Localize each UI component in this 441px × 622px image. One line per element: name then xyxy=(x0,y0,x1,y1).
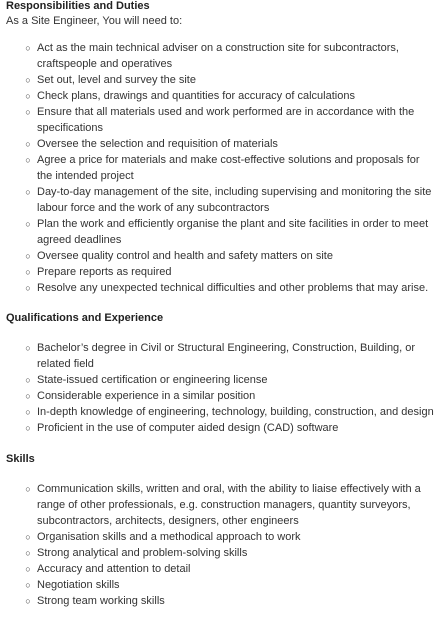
list-item xyxy=(6,280,437,296)
list-item-text: Accuracy and attention to detail xyxy=(37,563,191,575)
bullet-icon: ○ xyxy=(25,251,31,261)
bullet-icon: ○ xyxy=(25,91,31,101)
bullet-icon: ○ xyxy=(25,107,31,117)
list-item xyxy=(6,529,437,545)
list-item-text: Plan the work and efficiently organise the plant and site facilities in order to meet agreed deadlines xyxy=(37,218,429,246)
list-item xyxy=(6,481,437,529)
list-item xyxy=(6,545,437,561)
list-item xyxy=(6,561,437,577)
list-item xyxy=(6,340,437,372)
bullet-icon: ○ xyxy=(25,155,31,165)
list-item-text: State-issued certification or engineering license xyxy=(37,374,268,386)
bullet-icon: ○ xyxy=(25,75,31,85)
bullet-icon: ○ xyxy=(25,267,31,277)
list-item-text: Strong team working skills xyxy=(37,595,165,607)
section-heading: Responsibilities and Duties xyxy=(6,0,150,12)
bullet-icon: ○ xyxy=(25,596,31,606)
list-item-text: Bachelor’s degree in Civil or Structural Engineering, Construction, Building, or related field xyxy=(37,342,416,370)
list-item xyxy=(6,136,437,152)
list-item xyxy=(6,420,437,436)
list-item xyxy=(6,184,437,216)
list-item-text: Oversee the selection and requisition of materials xyxy=(37,138,278,150)
list-item-text: Negotiation skills xyxy=(37,579,120,591)
list-item-text: Set out, level and survey the site xyxy=(37,74,196,86)
list-item xyxy=(6,216,437,248)
bullet-icon: ○ xyxy=(25,283,31,293)
list-item xyxy=(6,248,437,264)
list-item-text: Prepare reports as required xyxy=(37,266,172,278)
bullet-icon: ○ xyxy=(25,43,31,53)
bullet-icon: ○ xyxy=(25,187,31,197)
list-item-text: Ensure that all materials used and work performed are in accordance with the specifications xyxy=(37,106,415,134)
bullet-icon: ○ xyxy=(25,564,31,574)
bullet-icon: ○ xyxy=(25,139,31,149)
bullet-icon: ○ xyxy=(25,423,31,433)
bullet-icon: ○ xyxy=(25,343,31,353)
list-item-text: Considerable experience in a similar position xyxy=(37,390,256,402)
bullet-icon: ○ xyxy=(25,219,31,229)
list-item-text: Organisation skills and a methodical approach to work xyxy=(37,531,301,543)
list-item xyxy=(6,404,437,420)
skills-list xyxy=(6,481,437,609)
list-item xyxy=(6,104,437,136)
qualifications-section xyxy=(6,311,437,436)
list-item xyxy=(6,88,437,104)
list-item xyxy=(6,152,437,184)
responsibilities-list xyxy=(6,40,437,296)
list-item-text: Day-to-day management of the site, including supervising and monitoring the site labour force and the work of any subcontractors xyxy=(37,186,432,214)
list-item-text: Check plans, drawings and quantities for accuracy of calculations xyxy=(37,90,355,102)
list-item xyxy=(6,372,437,388)
section-heading: Qualifications and Experience xyxy=(6,312,164,324)
bullet-icon: ○ xyxy=(25,548,31,558)
bullet-icon: ○ xyxy=(25,484,31,494)
list-item xyxy=(6,72,437,88)
skills-section xyxy=(6,452,437,609)
list-item-text: Communication skills, written and oral, with the ability to liaise effectively with a range of other professionals, e.g. construction managers, quantity surveyors, subcontractors, architects, designers, other engineers xyxy=(37,483,421,527)
list-item xyxy=(6,577,437,593)
qualifications-list xyxy=(6,340,437,436)
bullet-icon: ○ xyxy=(25,391,31,401)
bullet-icon: ○ xyxy=(25,407,31,417)
section-heading: Skills xyxy=(6,453,35,465)
list-item xyxy=(6,264,437,280)
list-item-text: Resolve any unexpected technical difficulties and other problems that may arise. xyxy=(37,282,429,294)
list-item-text: Agree a price for materials and make cost-effective solutions and proposals for the intended project xyxy=(37,154,420,182)
list-item xyxy=(6,593,437,609)
list-item xyxy=(6,388,437,404)
bullet-icon: ○ xyxy=(25,580,31,590)
list-item-text: In-depth knowledge of engineering, technology, building, construction, and design xyxy=(37,406,434,418)
section-intro: As a Site Engineer, You will need to: xyxy=(6,15,183,27)
list-item-text: Strong analytical and problem-solving skills xyxy=(37,547,248,559)
list-item-text: Oversee quality control and health and safety matters on site xyxy=(37,250,333,262)
list-item-text: Proficient in the use of computer aided design (CAD) software xyxy=(37,422,339,434)
responsibilities-section xyxy=(6,0,437,296)
list-item xyxy=(6,40,437,72)
bullet-icon: ○ xyxy=(25,375,31,385)
bullet-icon: ○ xyxy=(25,532,31,542)
list-item-text: Act as the main technical adviser on a construction site for subcontractors, craftspeople and operatives xyxy=(37,42,399,70)
